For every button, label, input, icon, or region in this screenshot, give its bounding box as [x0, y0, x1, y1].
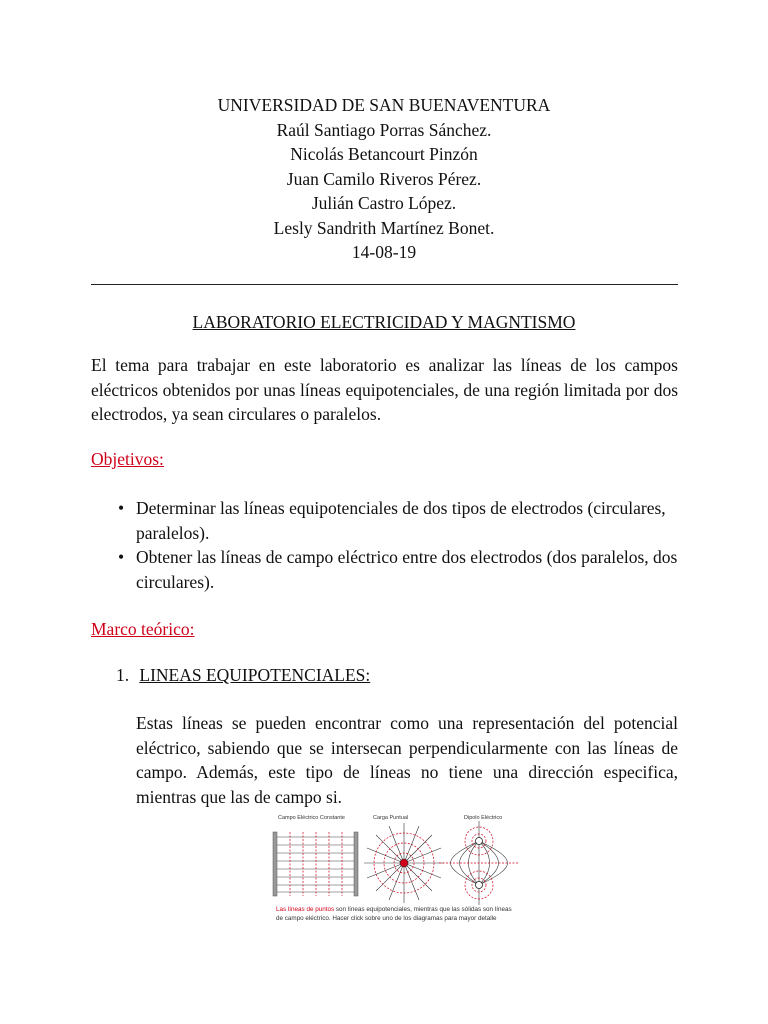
list-item	[91, 545, 678, 594]
author-name: Julián Castro López.	[311, 193, 457, 213]
author-name: Lesly Sandrith Martínez Bonet.	[273, 217, 495, 238]
intro-paragraph: El tema para trabajar en este laboratorio es analizar las líneas de los campos eléctricos obtenidos por unas líneas equipotenciales, de una región limitada por dos electrodos, ya sean circulares o paralelos.	[91, 355, 678, 424]
bullet-icon: •	[118, 498, 125, 518]
theory-heading: Marco teórico:	[91, 619, 195, 639]
figure-label: Dipolo Eléctrico	[464, 815, 503, 821]
list-item-text: Obtener las líneas de campo eléctrico entre dos electrodos (dos paralelos, dos circulares).	[136, 547, 678, 592]
list-item	[91, 496, 678, 545]
constant-field-diagram[interactable]	[273, 832, 358, 896]
author-name: Juan Camilo Riveros Pérez.	[286, 168, 482, 189]
author-name: Raúl Santiago Porras Sánchez.	[276, 119, 492, 140]
objectives-heading: Objetivos:	[91, 449, 164, 469]
horizontal-divider	[91, 284, 678, 285]
theory-paragraph: Estas líneas se pueden encontrar como una representación del potencial eléctrico, sabiendo que se intersecan perpendicularmente con las líneas de campo. Además, este tipo de líneas no tiene una dirección especifica, mientras que las de campo si.	[136, 713, 678, 807]
author-name: Nicolás Betancourt Pinzón	[290, 144, 478, 164]
item-title: LINEAS EQUIPOTENCIALES:	[139, 665, 371, 685]
objectives-list	[91, 496, 678, 594]
caption-highlight: Las líneas de puntos	[276, 906, 335, 913]
list-item-text: Determinar las líneas equipotenciales de dos tipos de electrodos (circulares, paralelos).	[136, 498, 666, 543]
dipole-diagram[interactable]	[439, 821, 518, 905]
document-date: 14-08-19	[351, 242, 417, 262]
numbered-heading	[116, 665, 370, 686]
document-header	[0, 93, 768, 265]
point-charge-diagram[interactable]	[364, 823, 444, 903]
university-name: UNIVERSIDAD DE SAN BUENAVENTURA	[217, 95, 551, 115]
figure-caption	[276, 906, 516, 923]
figure-label: Campo Eléctrico Constante	[278, 815, 345, 821]
item-number: 1.	[116, 665, 130, 685]
figure-label: Carga Puntual	[373, 815, 409, 821]
document-title: LABORATORIO ELECTRICIDAD Y MAGNTISMO	[192, 312, 576, 332]
bullet-icon: •	[118, 547, 125, 567]
caption-text: son líneas equipotenciales, mientras que las sólidas son líneas de campo eléctrico. Hacer click sobre uno de los diagramas para mayor detalle	[276, 906, 512, 922]
field-diagrams[interactable]	[268, 810, 518, 910]
